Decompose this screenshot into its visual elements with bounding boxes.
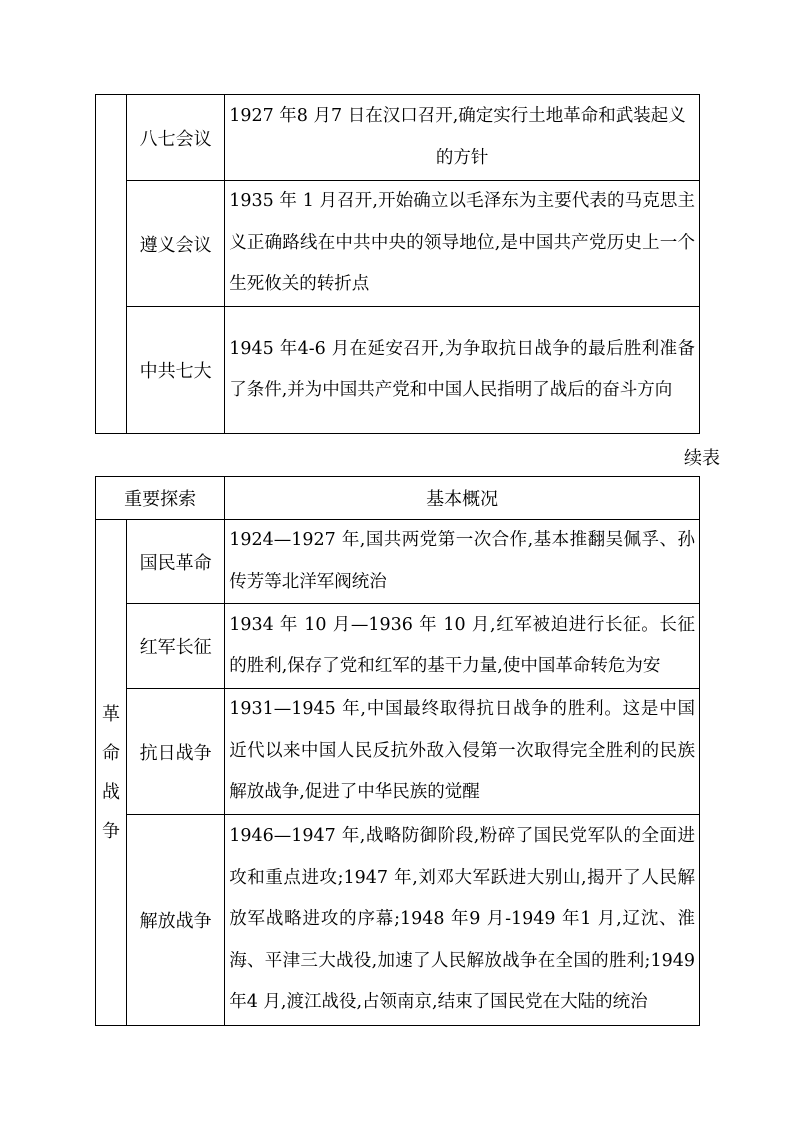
row-description: 1935 年 1 月召开,开始确立以毛泽东为主要代表的马克思主义正确路线在中共中央的领导地位,是中国共产党历史上一个生死攸关的转折点 [225,181,700,307]
row-name: 红军长征 [127,604,225,689]
table-row [96,95,700,181]
table-row [96,307,700,434]
row-description: 1946—1947 年,战略防御阶段,粉碎了国民党军队的全面进攻和重点进攻;1947 年,刘邓大军跃进大别山,揭开了人民解放军战略进攻的序幕;1948 年9 月-1949 年1 月,辽沈、淮海、平津三大战役,加速了人民解放战争在全国的胜利;1949 年4 月,渡江战役,占领南京,结束了国民党在大陆的统治 [225,815,700,1026]
row-description [225,95,700,181]
table-row [96,181,700,307]
category-cell-empty [96,95,127,434]
row-description: 1924—1927 年,国共两党第一次合作,基本推翻吴佩孚、孙传芳等北洋军阀统治 [225,520,700,604]
row-name: 八七会议 [127,95,225,181]
header-overview: 基本概况 [225,477,700,520]
table-row [96,815,700,1026]
category-cell [96,520,127,1026]
desc-line: 1927 年8 月7 日在汉口召开,确定实行土地革命和武装起义 [229,106,686,126]
header-exploration: 重要探索 [96,477,225,520]
table-row [96,604,700,689]
table-row [96,520,700,604]
table-top [95,94,700,434]
row-description: 1934 年 10 月—1936 年 10 月,红军被迫进行长征。长征的胜利,保存了党和红军的基干力量,使中国革命转危为安 [225,604,700,689]
row-name: 解放战争 [127,815,225,1026]
category-char: 命 [102,742,121,764]
category-char: 争 [102,820,121,842]
category-char: 革 [102,703,121,725]
continued-label: 续表 [684,448,720,469]
row-name: 遵义会议 [127,181,225,307]
table-row [96,689,700,815]
table-header-row [96,477,700,520]
row-name: 抗日战争 [127,689,225,815]
row-description: 1931—1945 年,中国最终取得抗日战争的胜利。这是中国近代以来中国人民反抗外敌入侵第一次取得完全胜利的民族解放战争,促进了中华民族的觉醒 [225,689,700,815]
row-name: 国民革命 [127,520,225,604]
table-bottom [95,476,700,1026]
category-char: 战 [102,781,121,803]
row-description: 1945 年4-6 月在延安召开,为争取抗日战争的最后胜利准备了条件,并为中国共产党和中国人民指明了战后的奋斗方向 [225,307,700,434]
desc-line: 的方针 [435,147,489,168]
row-name: 中共七大 [127,307,225,434]
